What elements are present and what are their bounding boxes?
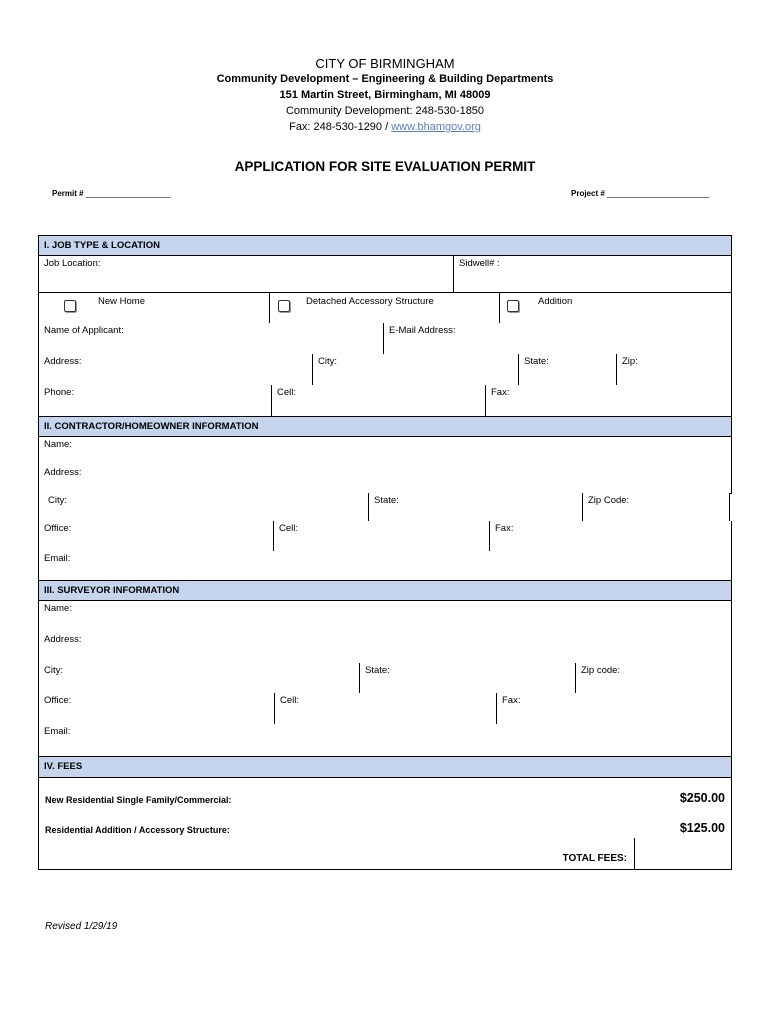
option-detached-accessory-label: Detached Accessory Structure (306, 296, 434, 307)
permit-number (52, 189, 170, 198)
surveyor-cell-field[interactable] (274, 693, 497, 725)
option-addition[interactable] (499, 292, 732, 324)
surveyor-state-label: State: (365, 665, 390, 676)
fee-row-addition (38, 808, 732, 839)
surveyor-name-field[interactable] (38, 601, 732, 633)
job-location-label: Job Location: (44, 258, 101, 269)
surveyor-office-label: Office: (44, 695, 72, 706)
contractor-cell-label: Cell: (279, 523, 299, 534)
surveyor-address-field[interactable] (38, 632, 732, 664)
section-fees-header: IV. FEES (38, 756, 732, 778)
permit-label: Permit # (52, 189, 84, 198)
address-line: 151 Martin Street, Birmingham, MI 48009 (279, 89, 491, 101)
project-number (571, 189, 709, 198)
contractor-zip-label: Zip Code: (588, 495, 630, 506)
sidwell-field[interactable] (453, 256, 732, 293)
applicant-zip-label: Zip: (622, 356, 638, 367)
fax-text: Fax: 248-530-1290 / (289, 121, 392, 133)
contractor-name-label: Name: (44, 439, 72, 450)
surveyor-office-field[interactable] (38, 693, 275, 725)
option-new-home[interactable] (38, 292, 270, 324)
applicant-zip-field[interactable] (616, 354, 732, 386)
applicant-cell-label: Cell: (277, 387, 297, 398)
total-fees-label: TOTAL FEES: (562, 853, 627, 864)
project-blank[interactable]: _______________________ (607, 189, 710, 198)
phone-line: Community Development: 248-530-1850 (285, 105, 485, 117)
contractor-office-field[interactable] (38, 521, 274, 552)
departments-line: Community Development – Engineering & Building Departments (216, 73, 554, 85)
job-location-field[interactable] (38, 256, 454, 293)
total-fees-label-cell (38, 838, 635, 870)
city-title: CITY OF BIRMINGHAM (315, 56, 455, 71)
surveyor-cell-label: Cell: (280, 695, 300, 706)
surveyor-zip-label: Zip code: (581, 665, 621, 676)
applicant-fax-field[interactable] (485, 385, 732, 417)
surveyor-city-label: City: (44, 665, 63, 676)
form-title: APPLICATION FOR SITE EVALUATION PERMIT (234, 159, 536, 174)
contractor-email-field[interactable] (38, 551, 732, 581)
contractor-fax-label: Fax: (495, 523, 514, 534)
sidwell-label: Sidwell# : (459, 258, 500, 269)
surveyor-email-label: Email: (44, 726, 71, 737)
section-surveyor-header: III. SURVEYOR INFORMATION (38, 580, 732, 601)
contractor-zip-field[interactable] (582, 493, 730, 522)
contractor-name-field[interactable] (38, 437, 732, 466)
option-new-home-label: New Home (98, 296, 145, 307)
fee-row-new-residential (38, 778, 732, 809)
revised-date: Revised 1/29/19 (45, 921, 118, 932)
applicant-fax-label: Fax: (491, 387, 510, 398)
applicant-state-field[interactable] (518, 354, 617, 386)
surveyor-city-field[interactable] (38, 663, 360, 694)
applicant-address-field[interactable] (38, 354, 313, 386)
surveyor-email-field[interactable] (38, 724, 732, 757)
permit-blank[interactable]: ___________________ (85, 189, 171, 198)
project-label: Project # (571, 189, 605, 198)
option-detached-accessory[interactable] (269, 292, 500, 324)
surveyor-state-field[interactable] (359, 663, 576, 694)
applicant-city-field[interactable] (312, 354, 519, 386)
section-contractor-header: II. CONTRACTOR/HOMEOWNER INFORMATION (38, 416, 732, 437)
applicant-phone-label: Phone: (44, 387, 75, 398)
surveyor-fax-label: Fax: (502, 695, 521, 706)
fee-new-residential-amount: $250.00 (679, 791, 725, 805)
fax-line (0, 121, 770, 133)
contractor-address-field[interactable] (38, 465, 732, 494)
checkbox-detached-accessory[interactable] (278, 300, 290, 312)
total-fees-field[interactable] (634, 838, 732, 870)
surveyor-name-label: Name: (44, 603, 72, 614)
contractor-email-label: Email: (44, 553, 71, 564)
applicant-state-label: State: (524, 356, 549, 367)
option-addition-label: Addition (538, 296, 573, 307)
contractor-city-field[interactable] (38, 493, 369, 522)
contractor-office-label: Office: (44, 523, 72, 534)
applicant-name-label: Name of Applicant: (44, 325, 124, 336)
surveyor-address-label: Address: (44, 634, 82, 645)
section-job-type-header: I. JOB TYPE & LOCATION (38, 235, 732, 256)
applicant-name-field[interactable] (38, 323, 384, 355)
contractor-state-label: State: (374, 495, 399, 506)
contractor-state-field[interactable] (368, 493, 583, 522)
contractor-cell-field[interactable] (273, 521, 490, 552)
checkbox-addition[interactable] (507, 300, 519, 312)
surveyor-fax-field[interactable] (496, 693, 732, 725)
applicant-email-label: E-Mail Address: (389, 325, 456, 336)
website-link[interactable]: www.bhamgov.org (391, 121, 481, 133)
applicant-address-label: Address: (44, 356, 82, 367)
contractor-fax-field[interactable] (489, 521, 732, 552)
fee-addition-amount: $125.00 (679, 821, 725, 835)
checkbox-new-home[interactable] (64, 300, 76, 312)
fee-new-residential-label: New Residential Single Family/Commercial: (45, 795, 232, 805)
applicant-city-label: City: (318, 356, 337, 367)
surveyor-zip-field[interactable] (575, 663, 732, 694)
applicant-email-field[interactable] (383, 323, 732, 355)
fee-addition-label: Residential Addition / Accessory Structure: (45, 825, 230, 835)
applicant-cell-field[interactable] (271, 385, 486, 417)
contractor-address-label: Address: (44, 467, 82, 478)
contractor-city-label: City: (48, 495, 67, 506)
applicant-phone-field[interactable] (38, 385, 272, 417)
